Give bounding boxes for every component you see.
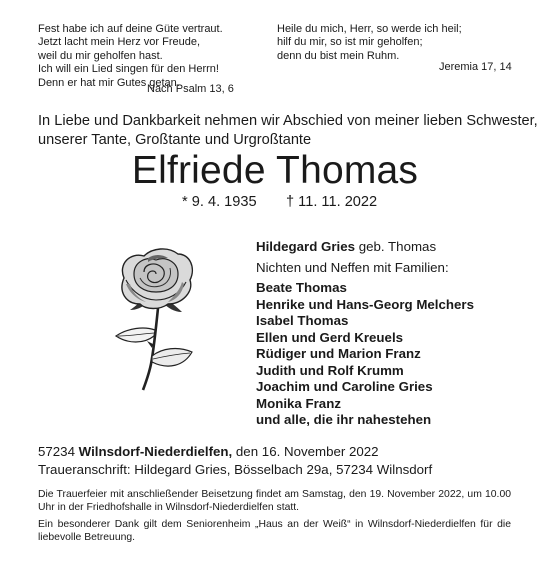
intro-text: [38, 112, 538, 150]
jeremia-line: hilf du mir, so ist mir geholfen;: [277, 36, 423, 49]
place-date-line: [38, 443, 432, 461]
psalm-reference: Nach Psalm 13, 6: [147, 83, 234, 95]
deceased-name: Elfriede Thomas: [131, 149, 419, 192]
death-date: † 11. 11. 2022: [286, 194, 378, 210]
place-town: Wilnsdorf-Niederdielfen,: [78, 444, 233, 459]
psalm-line: Ich will ein Lied singen für den Herrn!: [38, 63, 219, 76]
funeral-note: Die Trauerfeier mit anschließender Beisetzung findet am Samstag, den 19. November 2022, um 10.00 Uhr in der Friedhofshalle in Wilnsdorf-Niederdielfen statt.: [38, 489, 511, 513]
psalm-line: Jetzt lacht mein Herz vor Freude,: [38, 36, 201, 49]
jeremia-reference: Jeremia 17, 14: [439, 61, 512, 73]
list-item: Judith und Rolf Krumm: [256, 362, 404, 378]
list-item: Ellen und Gerd Kreuels: [256, 329, 404, 345]
place-zip: 57234: [38, 444, 79, 459]
intro-line-1: In Liebe und Dankbarkeit nehmen wir Abschied von meiner lieben Schwester,: [38, 113, 538, 129]
mourner-primary-birthname: geb. Thomas: [355, 239, 437, 254]
mourning-address: Traueranschrift: Hildegard Gries, Bösselbach 29a, 57234 Wilnsdorf: [38, 462, 433, 477]
mourner-primary-name: Hildegard Gries: [256, 239, 356, 254]
psalm-line: Denn er hat mir Gutes getan.: [38, 76, 180, 89]
list-item: Joachim und Caroline Gries: [256, 379, 433, 394]
place-block: [38, 443, 432, 479]
list-item: Beate Thomas: [256, 280, 347, 295]
jeremia-line: Heile du mich, Herr, so werde ich heil;: [277, 23, 462, 35]
family-line: Nichten und Neffen mit Familien:: [256, 259, 449, 275]
rose-icon: [96, 244, 216, 392]
mourners-list: [256, 239, 474, 429]
list-item: und alle, die ihr nahestehen: [256, 412, 432, 427]
list-item: Henrike und Hans-Georg Melchers: [256, 296, 474, 312]
place-date: den 16. November 2022: [232, 444, 379, 459]
psalm-line: weil du mir geholfen hast.: [38, 49, 163, 62]
list-item: Isabel Thomas: [256, 313, 349, 328]
list-item: Monika Franz: [256, 395, 341, 411]
birth-date: * 9. 4. 1935: [182, 194, 257, 210]
intro-line-2: unserer Tante, Großtante und Urgroßtante: [38, 132, 312, 148]
jeremia-verse: [277, 23, 462, 63]
psalm-line: Fest habe ich auf deine Güte vertraut.: [38, 23, 223, 35]
thanks-note: Ein besonderer Dank gilt dem Seniorenheim „Haus an der Weiß“ in Wilnsdorf-Niederdielfen für die liebevolle Betreuung.: [38, 519, 511, 543]
psalm-verse: [38, 23, 223, 90]
mourner-primary: [256, 239, 474, 256]
list-item: Rüdiger und Marion Franz: [256, 346, 421, 361]
jeremia-line: denn du bist mein Ruhm.: [277, 49, 400, 62]
